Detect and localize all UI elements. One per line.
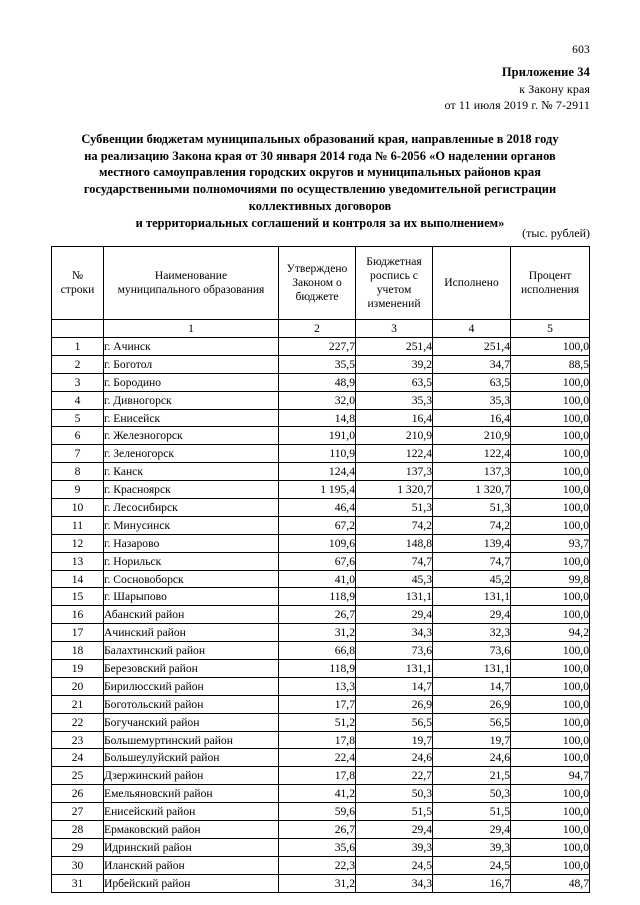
row-number-cell: 30 [52,856,104,874]
municipality-name-cell: г. Красноярск [104,481,279,499]
appendix-title: Приложение 34 [501,65,590,79]
table-row [52,463,590,481]
row-number-cell: 23 [52,731,104,749]
executed-amount-cell: 24,5 [433,856,511,874]
executed-amount-cell: 39,3 [433,838,511,856]
revised-amount-cell: 34,3 [356,874,433,892]
executed-amount-cell: 122,4 [433,445,511,463]
revised-amount-cell: 50,3 [356,785,433,803]
executed-amount-cell: 137,3 [433,463,511,481]
revised-amount-cell: 1 320,7 [356,481,433,499]
executed-amount-cell: 19,7 [433,731,511,749]
table-row [52,624,590,642]
percent-executed-cell: 100,0 [511,803,590,821]
approved-amount-cell: 17,8 [279,767,356,785]
municipality-name-cell: г. Зеленогорск [104,445,279,463]
approved-amount-cell: 46,4 [279,499,356,517]
executed-amount-cell: 1 320,7 [433,481,511,499]
table-row [52,677,590,695]
revised-amount-cell: 63,5 [356,373,433,391]
percent-executed-cell: 99,8 [511,570,590,588]
appendix-law-line: к Закону края [519,81,590,96]
table-head [52,247,590,338]
header-percent-line2: исполнения [520,283,580,296]
table-row [52,338,590,356]
table-row [52,391,590,409]
table-row [52,660,590,678]
municipality-name-cell: Богучанский район [104,713,279,731]
percent-executed-cell: 100,0 [511,499,590,517]
row-number-cell: 13 [52,552,104,570]
percent-executed-cell: 94,2 [511,624,590,642]
colnum-0 [52,320,104,338]
municipality-name-cell: Большеулуйский район [104,749,279,767]
municipality-name-cell: г. Шарыпово [104,588,279,606]
approved-amount-cell: 191,0 [279,427,356,445]
municipality-name-cell: Идринский район [104,838,279,856]
municipality-name-cell: Ирбейский район [104,874,279,892]
revised-amount-cell: 34,3 [356,624,433,642]
municipality-name-cell: г. Сосновоборск [104,570,279,588]
executed-amount-cell: 16,7 [433,874,511,892]
row-number-cell: 12 [52,534,104,552]
percent-executed-cell: 88,5 [511,355,590,373]
header-schedule-line3: учетом [376,283,412,296]
approved-amount-cell: 41,2 [279,785,356,803]
approved-amount-cell: 26,7 [279,606,356,624]
colnum-2: 2 [279,320,356,338]
executed-amount-cell: 51,5 [433,803,511,821]
municipality-name-cell: г. Боготол [104,355,279,373]
page-number: 603 [572,44,590,56]
header-schedule-line1: Бюджетная [366,255,422,268]
executed-amount-cell: 32,3 [433,624,511,642]
municipality-name-cell: Бирилюсский район [104,677,279,695]
row-number-cell: 29 [52,838,104,856]
revised-amount-cell: 19,7 [356,731,433,749]
table-row [52,874,590,892]
percent-executed-cell: 100,0 [511,409,590,427]
row-number-cell: 24 [52,749,104,767]
approved-amount-cell: 31,2 [279,874,356,892]
row-number-cell: 31 [52,874,104,892]
percent-executed-cell: 100,0 [511,516,590,534]
approved-amount-cell: 48,9 [279,373,356,391]
percent-executed-cell: 100,0 [511,552,590,570]
revised-amount-cell: 74,7 [356,552,433,570]
municipality-name-cell: г. Дивногорск [104,391,279,409]
percent-executed-cell: 100,0 [511,731,590,749]
row-number-cell: 15 [52,588,104,606]
executed-amount-cell: 74,7 [433,552,511,570]
revised-amount-cell: 26,9 [356,695,433,713]
table-row [52,516,590,534]
revised-amount-cell: 74,2 [356,516,433,534]
municipality-name-cell: г. Назарово [104,534,279,552]
approved-amount-cell: 35,6 [279,838,356,856]
approved-amount-cell: 22,3 [279,856,356,874]
municipality-name-cell: Боготольский район [104,695,279,713]
revised-amount-cell: 56,5 [356,713,433,731]
percent-executed-cell: 100,0 [511,749,590,767]
title-line-5: коллективных договоров [248,198,392,213]
subvention-table [51,246,590,893]
header-budget-schedule [356,247,433,320]
row-number-cell: 28 [52,821,104,839]
percent-executed-cell: 100,0 [511,463,590,481]
approved-amount-cell: 110,9 [279,445,356,463]
municipality-name-cell: г. Ачинск [104,338,279,356]
municipality-name-cell: Дзержинский район [104,767,279,785]
percent-executed-cell: 48,7 [511,874,590,892]
executed-amount-cell: 74,2 [433,516,511,534]
revised-amount-cell: 45,3 [356,570,433,588]
header-approved-line1: Утверждено [286,262,348,275]
title-line-3: местного самоуправления городских округов и муниципальных районов края [99,165,541,180]
units-note: (тыс. рублей) [522,226,590,240]
header-schedule-line4: изменений [367,297,421,310]
row-number-cell: 5 [52,409,104,427]
row-number-cell: 6 [52,427,104,445]
percent-executed-cell: 100,0 [511,821,590,839]
percent-executed-cell: 100,0 [511,588,590,606]
executed-amount-cell: 51,3 [433,499,511,517]
approved-amount-cell: 118,9 [279,588,356,606]
approved-amount-cell: 41,0 [279,570,356,588]
percent-executed-cell: 100,0 [511,391,590,409]
percent-executed-cell: 100,0 [511,642,590,660]
revised-amount-cell: 210,9 [356,427,433,445]
table-row [52,767,590,785]
percent-executed-cell: 100,0 [511,713,590,731]
table-row [52,731,590,749]
row-number-cell: 1 [52,338,104,356]
table-row [52,355,590,373]
municipality-name-cell: г. Канск [104,463,279,481]
header-executed-label: Исполнено [444,276,499,289]
revised-amount-cell: 251,4 [356,338,433,356]
header-percent-line1: Процент [528,269,572,282]
executed-amount-cell: 29,4 [433,606,511,624]
row-number-cell: 19 [52,660,104,678]
approved-amount-cell: 124,4 [279,463,356,481]
revised-amount-cell: 148,8 [356,534,433,552]
revised-amount-cell: 14,7 [356,677,433,695]
table-row [52,642,590,660]
municipality-name-cell: г. Бородино [104,373,279,391]
executed-amount-cell: 45,2 [433,570,511,588]
municipality-name-cell: Ачинский район [104,624,279,642]
table-row [52,695,590,713]
table-body [52,338,590,893]
approved-amount-cell: 109,6 [279,534,356,552]
appendix-reference-block [444,64,590,114]
approved-amount-cell: 118,9 [279,660,356,678]
row-number-cell: 17 [52,624,104,642]
row-number-cell: 27 [52,803,104,821]
table-row [52,856,590,874]
revised-amount-cell: 35,3 [356,391,433,409]
row-number-cell: 4 [52,391,104,409]
table-row [52,499,590,517]
municipality-name-cell: Иланский район [104,856,279,874]
municipality-name-cell: Балахтинский район [104,642,279,660]
percent-executed-cell: 100,0 [511,338,590,356]
percent-executed-cell: 93,7 [511,534,590,552]
row-number-cell: 18 [52,642,104,660]
executed-amount-cell: 131,1 [433,588,511,606]
approved-amount-cell: 59,6 [279,803,356,821]
header-executed [433,247,511,320]
table-row [52,588,590,606]
row-number-cell: 22 [52,713,104,731]
table-row [52,785,590,803]
approved-amount-cell: 13,3 [279,677,356,695]
municipality-name-cell: Емельяновский район [104,785,279,803]
executed-amount-cell: 14,7 [433,677,511,695]
municipality-name-cell: г. Енисейск [104,409,279,427]
header-percent-executed [511,247,590,320]
header-row-number-line1: № [71,269,84,282]
column-number-row [52,320,590,338]
executed-amount-cell: 34,7 [433,355,511,373]
percent-executed-cell: 100,0 [511,481,590,499]
executed-amount-cell: 139,4 [433,534,511,552]
table-row [52,803,590,821]
revised-amount-cell: 24,5 [356,856,433,874]
percent-executed-cell: 100,0 [511,856,590,874]
revised-amount-cell: 137,3 [356,463,433,481]
percent-executed-cell: 100,0 [511,785,590,803]
header-approved-line3: бюджете [295,290,339,303]
approved-amount-cell: 17,7 [279,695,356,713]
percent-executed-cell: 100,0 [511,677,590,695]
table-row [52,821,590,839]
revised-amount-cell: 29,4 [356,606,433,624]
approved-amount-cell: 14,8 [279,409,356,427]
table-row [52,713,590,731]
title-line-4: государственными полномочиями по осуществлению уведомительной регистрации [83,182,557,197]
approved-amount-cell: 35,5 [279,355,356,373]
header-schedule-line2: роспись с [370,269,418,282]
revised-amount-cell: 131,1 [356,588,433,606]
row-number-cell: 3 [52,373,104,391]
row-number-cell: 26 [52,785,104,803]
revised-amount-cell: 29,4 [356,821,433,839]
municipality-name-cell: г. Железногорск [104,427,279,445]
percent-executed-cell: 100,0 [511,606,590,624]
table-row [52,606,590,624]
municipality-name-cell: г. Минусинск [104,516,279,534]
row-number-cell: 25 [52,767,104,785]
executed-amount-cell: 210,9 [433,427,511,445]
revised-amount-cell: 39,3 [356,838,433,856]
revised-amount-cell: 24,6 [356,749,433,767]
title-line-6: и территориальных соглашений и контроля за их выполнением» [135,215,505,230]
executed-amount-cell: 63,5 [433,373,511,391]
executed-amount-cell: 16,4 [433,409,511,427]
revised-amount-cell: 16,4 [356,409,433,427]
row-number-cell: 14 [52,570,104,588]
row-number-cell: 20 [52,677,104,695]
revised-amount-cell: 122,4 [356,445,433,463]
executed-amount-cell: 24,6 [433,749,511,767]
table-row [52,409,590,427]
table-row [52,838,590,856]
header-municipality-line2: муниципального образования [117,283,265,296]
table-row [52,552,590,570]
title-line-2: на реализацию Закона края от 30 января 2014 года № 6-2056 «О наделении органов [84,148,556,163]
approved-amount-cell: 26,7 [279,821,356,839]
executed-amount-cell: 35,3 [433,391,511,409]
approved-amount-cell: 31,2 [279,624,356,642]
colnum-4: 4 [433,320,511,338]
row-number-cell: 9 [52,481,104,499]
approved-amount-cell: 22,4 [279,749,356,767]
colnum-3: 3 [356,320,433,338]
header-row-number-line2: строки [60,283,95,296]
municipality-name-cell: Большемуртинский район [104,731,279,749]
approved-amount-cell: 66,8 [279,642,356,660]
row-number-cell: 8 [52,463,104,481]
executed-amount-cell: 251,4 [433,338,511,356]
revised-amount-cell: 39,2 [356,355,433,373]
municipality-name-cell: Березовский район [104,660,279,678]
percent-executed-cell: 100,0 [511,445,590,463]
municipality-name-cell: Ермаковский район [104,821,279,839]
header-approved-by-law [279,247,356,320]
revised-amount-cell: 73,6 [356,642,433,660]
header-row [52,247,590,320]
percent-executed-cell: 100,0 [511,695,590,713]
revised-amount-cell: 131,1 [356,660,433,678]
executed-amount-cell: 26,9 [433,695,511,713]
municipality-name-cell: г. Лесосибирск [104,499,279,517]
executed-amount-cell: 50,3 [433,785,511,803]
municipality-name-cell: Енисейский район [104,803,279,821]
table-row [52,427,590,445]
header-municipality-line1: Наименование [154,269,228,282]
table-row [52,749,590,767]
table-row [52,534,590,552]
executed-amount-cell: 21,5 [433,767,511,785]
table-row [52,481,590,499]
colnum-1: 1 [104,320,279,338]
header-row-number [52,247,104,320]
approved-amount-cell: 51,2 [279,713,356,731]
executed-amount-cell: 56,5 [433,713,511,731]
subvention-table-wrapper [51,246,589,893]
approved-amount-cell: 67,6 [279,552,356,570]
appendix-date-number-line: от 11 июля 2019 г. № 7-2911 [444,98,590,112]
executed-amount-cell: 73,6 [433,642,511,660]
revised-amount-cell: 51,3 [356,499,433,517]
percent-executed-cell: 94,7 [511,767,590,785]
executed-amount-cell: 29,4 [433,821,511,839]
row-number-cell: 7 [52,445,104,463]
table-row [52,373,590,391]
table-row [52,570,590,588]
header-approved-line2: Законом о [292,276,342,289]
executed-amount-cell: 131,1 [433,660,511,678]
approved-amount-cell: 67,2 [279,516,356,534]
row-number-cell: 2 [52,355,104,373]
revised-amount-cell: 51,5 [356,803,433,821]
document-title [52,131,588,231]
revised-amount-cell: 22,7 [356,767,433,785]
approved-amount-cell: 32,0 [279,391,356,409]
percent-executed-cell: 100,0 [511,373,590,391]
colnum-5: 5 [511,320,590,338]
municipality-name-cell: Абанский район [104,606,279,624]
row-number-cell: 21 [52,695,104,713]
percent-executed-cell: 100,0 [511,838,590,856]
approved-amount-cell: 17,8 [279,731,356,749]
percent-executed-cell: 100,0 [511,660,590,678]
approved-amount-cell: 1 195,4 [279,481,356,499]
row-number-cell: 10 [52,499,104,517]
title-line-1: Субвенции бюджетам муниципальных образований края, направленные в 2018 году [81,132,559,146]
table-row [52,445,590,463]
header-municipality-name [104,247,279,320]
row-number-cell: 16 [52,606,104,624]
approved-amount-cell: 227,7 [279,338,356,356]
percent-executed-cell: 100,0 [511,427,590,445]
municipality-name-cell: г. Норильск [104,552,279,570]
row-number-cell: 11 [52,516,104,534]
